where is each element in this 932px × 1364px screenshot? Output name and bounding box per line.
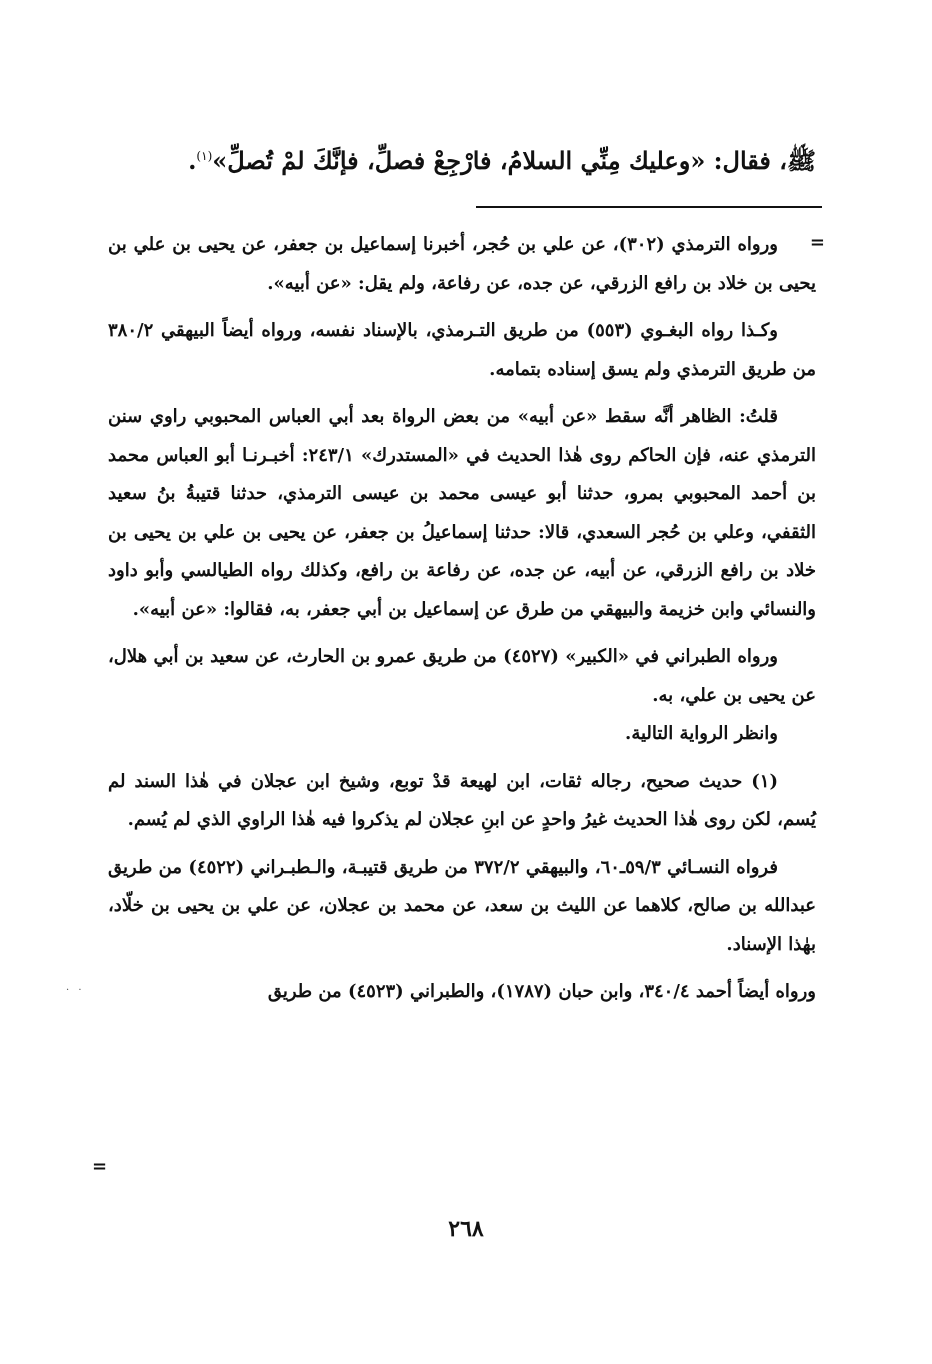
main-text-content: ﷺ، فقال: «وعليك مِنِّي السلامُ، فارْجِعْ فصلِّ، فإنَّكَ لمْ تُصلِّ» (212, 146, 816, 175)
footnote-paragraph: ورواه الطبراني في «الكبير» (٤٥٢٧) من طريق عمرو بن الحارث، عن سعيد بن أبي هلال، عن يحيى بن علي، به. (108, 646, 816, 706)
main-text-end: . (188, 146, 197, 175)
footnote-paragraph: وكـذا رواه البغـوي (٥٥٣) من طريق التـرمذي، بالإسناد نفسه، ورواه أيضاً البيهقي ٣٨٠/٢ من طريق الترمذي ولم يسق إسناده بتمامه. (108, 320, 816, 380)
footnotes-block (108, 226, 816, 1012)
continuation-mark-bottom: = (92, 1156, 108, 1177)
footnote-paragraph: ورواه أيضاً أحمد ٣٤٠/٤، وابن حبان (١٧٨٧)، والطبراني (٤٥٢٣) من طريق (267, 981, 816, 1002)
footnote-paragraph: (١) حديث صحيح، رجاله ثقات، ابن لهيعة قدْ توبع، وشيخ ابن عجلان في هٰذا السند لم يُسم، لكن روى هٰذا الحديث غيرُ واحدٍ عن ابنِ عجلان لم يذكروا فيه هٰذا الراوي الذي لم يُسم. (108, 770, 816, 830)
footnote-paragraph: وانظر الرواية التالية. (625, 723, 778, 744)
scan-specks: · · (66, 985, 85, 996)
footnote-paragraph: ورواه الترمذي (٣٠٢)، عن علي بن حُجر، أخبرنا إسماعيل بن جعفر، عن يحيى بن علي بن يحيى بن خلاد بن رافع الزرقي، عن جده، عن رفاعة، ولم يقل: «عن أبيه». (108, 234, 816, 294)
footnote-paragraph: فرواه النسـائي ٥٩/٣ـ٦٠، والبيهقي ٣٧٢/٢ من طريق قتيبـة، والـطبـراني (٤٥٢٢) من طريق عبدالله بن صالح، كلاهما عن الليث بن سعد، عن محمد بن عجلان، عن علي بن يحيى بن خلّاد، بهٰذا الإسناد. (108, 856, 816, 955)
main-text-line (110, 132, 816, 185)
footnote-paragraph: قلتُ: الظاهر أنَّه سقط «عن أبيه» من بعض الرواة بعد أبي العباس المحبوبي راوي سنن الترمذي عنه، فإن الحاكم روى هٰذا الحديث في «المستدرك» ٢٤٣/١: أخبـرنـا أبو العباس محمد بن أحمد المحبوبي بمرو، حدثنا أبو عيسى محمد بن عيسى الترمذي، حدثنا قتيبةُ بنُ سعيد الثقفي، وعلي بن حُجر السعدي، قالا: حدثنا إسماعيلُ بن جعفر، عن يحيى بن علي بن يحيى بن خلاد بن رافع الزرقي، عن أبيه، عن جده، عن رفاعة بن رافع، وكذلك رواه الطيالسي وأبو داود والنسائي وابن خزيمة والبيهقي من طرق عن إسماعيل بن أبي جعفر، به، فقالوا: «عن أبيه». (108, 406, 816, 620)
continuation-mark-top: = (809, 232, 825, 253)
footnote-separator (476, 206, 822, 208)
page-number: ٢٦٨ (448, 1216, 484, 1242)
footnote-reference: (١) (196, 149, 213, 163)
